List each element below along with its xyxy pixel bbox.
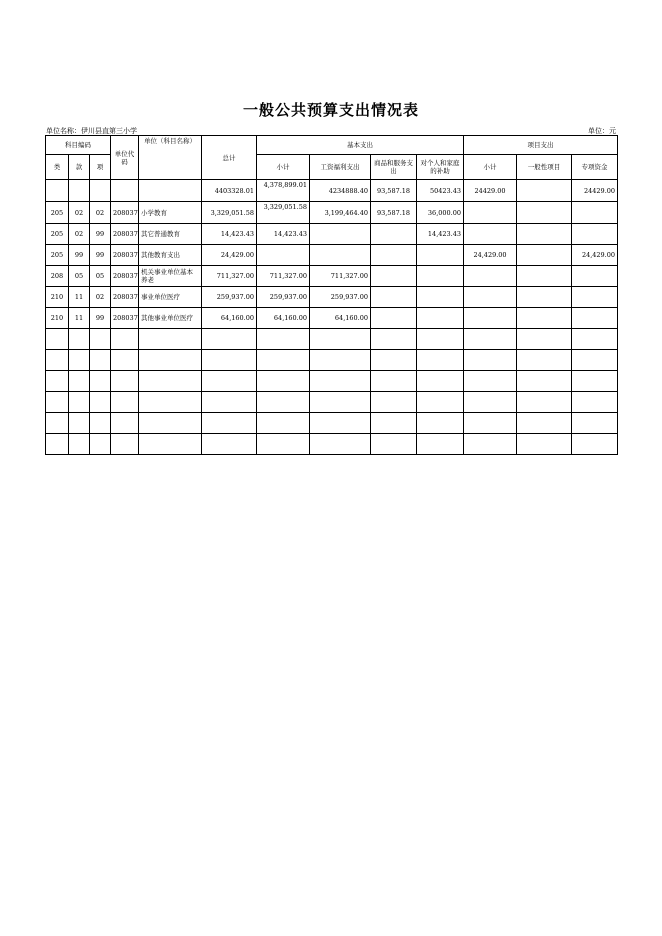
empty-row xyxy=(46,434,618,455)
cell-xiang: 02 xyxy=(90,202,111,224)
empty-row xyxy=(46,371,618,392)
table-row xyxy=(46,224,618,245)
cell-name xyxy=(139,180,202,202)
empty-cell xyxy=(139,371,202,392)
cell-total: 711,327.00 xyxy=(202,266,257,287)
cell-special xyxy=(572,224,618,245)
cell-proj-subtotal: 24,429.00 xyxy=(464,245,517,266)
cell-kuan: 05 xyxy=(69,266,90,287)
empty-cell xyxy=(139,329,202,350)
header-general-project: 一般性项目 xyxy=(517,155,572,180)
empty-cell xyxy=(257,350,310,371)
empty-cell xyxy=(69,350,90,371)
empty-cell xyxy=(46,371,69,392)
empty-cell xyxy=(517,434,572,455)
cell-basic-subtotal xyxy=(257,245,310,266)
empty-cell xyxy=(111,434,139,455)
cell-lei: 210 xyxy=(46,287,69,308)
empty-cell xyxy=(90,329,111,350)
empty-cell xyxy=(202,413,257,434)
cell-code: 208037 xyxy=(111,245,139,266)
cell-total: 14,423.43 xyxy=(202,224,257,245)
cell-personal: 36,000.00 xyxy=(417,202,464,224)
header-basic: 基本支出 xyxy=(257,136,464,155)
cell-kuan: 99 xyxy=(69,245,90,266)
cell-wages: 259,937.00 xyxy=(310,287,371,308)
empty-row xyxy=(46,413,618,434)
cell-code: 208037 xyxy=(111,202,139,224)
header-goods: 商品和服务支出 xyxy=(371,155,417,180)
cell-basic-subtotal: 3,329,051.58 xyxy=(257,202,310,224)
empty-cell xyxy=(517,392,572,413)
cell-proj-subtotal xyxy=(464,224,517,245)
cell-lei: 210 xyxy=(46,308,69,329)
cell-kuan xyxy=(69,180,90,202)
empty-cell xyxy=(464,371,517,392)
empty-cell xyxy=(371,392,417,413)
empty-cell xyxy=(257,434,310,455)
empty-cell xyxy=(90,371,111,392)
empty-cell xyxy=(111,392,139,413)
empty-cell xyxy=(517,413,572,434)
cell-name: 小学教育 xyxy=(139,202,202,224)
empty-cell xyxy=(464,329,517,350)
cell-basic-subtotal: 14,423.43 xyxy=(257,224,310,245)
cell-wages: 4234888.40 xyxy=(310,180,371,202)
cell-xiang: 99 xyxy=(90,308,111,329)
empty-cell xyxy=(69,329,90,350)
empty-cell xyxy=(46,413,69,434)
cell-goods xyxy=(371,245,417,266)
empty-cell xyxy=(417,434,464,455)
empty-cell xyxy=(90,392,111,413)
header-project-subtotal: 小计 xyxy=(464,155,517,180)
empty-cell xyxy=(111,371,139,392)
cell-xiang: 99 xyxy=(90,224,111,245)
cell-general xyxy=(517,245,572,266)
cell-goods: 93,587.18 xyxy=(371,202,417,224)
cell-proj-subtotal: 24429.00 xyxy=(464,180,517,202)
cell-wages: 711,327.00 xyxy=(310,266,371,287)
cell-total: 3,329,051.58 xyxy=(202,202,257,224)
empty-cell xyxy=(111,329,139,350)
cell-general xyxy=(517,308,572,329)
table-row xyxy=(46,308,618,329)
cell-proj-subtotal xyxy=(464,266,517,287)
empty-cell xyxy=(257,392,310,413)
empty-cell xyxy=(417,392,464,413)
cell-general xyxy=(517,266,572,287)
cell-general xyxy=(517,180,572,202)
empty-cell xyxy=(572,392,618,413)
empty-cell xyxy=(464,434,517,455)
empty-cell xyxy=(572,371,618,392)
empty-cell xyxy=(310,413,371,434)
empty-cell xyxy=(90,350,111,371)
cell-special: 24429.00 xyxy=(572,180,618,202)
empty-cell xyxy=(517,371,572,392)
empty-row xyxy=(46,350,618,371)
cell-kuan: 11 xyxy=(69,308,90,329)
empty-cell xyxy=(417,371,464,392)
empty-cell xyxy=(69,392,90,413)
empty-cell xyxy=(202,329,257,350)
empty-cell xyxy=(111,413,139,434)
cell-special xyxy=(572,266,618,287)
cell-personal xyxy=(417,287,464,308)
header-row-1 xyxy=(46,136,618,155)
cell-goods xyxy=(371,266,417,287)
cell-kuan: 11 xyxy=(69,287,90,308)
table-row xyxy=(46,245,618,266)
cell-xiang: 05 xyxy=(90,266,111,287)
empty-cell xyxy=(517,329,572,350)
cell-code: 208037 xyxy=(111,266,139,287)
empty-cell xyxy=(310,434,371,455)
empty-cell xyxy=(46,434,69,455)
header-basic-subtotal: 小计 xyxy=(257,155,310,180)
cell-name: 事业单位医疗 xyxy=(139,287,202,308)
cell-proj-subtotal xyxy=(464,202,517,224)
header-subject-code: 科目编码 xyxy=(46,136,111,155)
empty-cell xyxy=(257,329,310,350)
header-special-funds: 专项资金 xyxy=(572,155,618,180)
cell-general xyxy=(517,224,572,245)
empty-cell xyxy=(572,434,618,455)
cell-wages: 64,160.00 xyxy=(310,308,371,329)
cell-name: 其它普通教育 xyxy=(139,224,202,245)
header-personal: 对个人和家庭的补助 xyxy=(417,155,464,180)
empty-cell xyxy=(90,434,111,455)
cell-basic-subtotal: 64,160.00 xyxy=(257,308,310,329)
header-project: 项目支出 xyxy=(464,136,618,155)
empty-cell xyxy=(202,371,257,392)
cell-xiang xyxy=(90,180,111,202)
empty-cell xyxy=(139,434,202,455)
cell-total: 259,937.00 xyxy=(202,287,257,308)
empty-cell xyxy=(69,413,90,434)
empty-cell xyxy=(371,371,417,392)
unit-label: 单位：元 xyxy=(588,127,616,135)
empty-cell xyxy=(464,392,517,413)
cell-name: 机关事业单位基本养老 xyxy=(139,266,202,287)
cell-general xyxy=(517,287,572,308)
cell-code: 208037 xyxy=(111,308,139,329)
cell-personal: 50423.43 xyxy=(417,180,464,202)
cell-lei: 205 xyxy=(46,224,69,245)
cell-special: 24,429.00 xyxy=(572,245,618,266)
empty-cell xyxy=(572,329,618,350)
cell-personal xyxy=(417,245,464,266)
page-title: 一般公共预算支出情况表 xyxy=(242,101,419,119)
cell-total: 24,429.00 xyxy=(202,245,257,266)
empty-row xyxy=(46,392,618,413)
cell-wages xyxy=(310,245,371,266)
cell-lei: 205 xyxy=(46,202,69,224)
header-kuan: 款 xyxy=(69,155,90,180)
table-row xyxy=(46,287,618,308)
empty-cell xyxy=(202,350,257,371)
cell-code: 208037 xyxy=(111,287,139,308)
empty-cell xyxy=(69,371,90,392)
empty-cell xyxy=(257,371,310,392)
empty-cell xyxy=(464,350,517,371)
cell-code xyxy=(111,180,139,202)
cell-proj-subtotal xyxy=(464,308,517,329)
empty-cell xyxy=(371,434,417,455)
cell-name: 其他事业单位医疗 xyxy=(139,308,202,329)
table-row xyxy=(46,180,618,202)
empty-cell xyxy=(310,329,371,350)
cell-special xyxy=(572,287,618,308)
empty-cell xyxy=(202,392,257,413)
cell-goods xyxy=(371,287,417,308)
empty-cell xyxy=(139,392,202,413)
empty-cell xyxy=(371,413,417,434)
cell-wages xyxy=(310,224,371,245)
cell-total: 64,160.00 xyxy=(202,308,257,329)
cell-goods xyxy=(371,308,417,329)
empty-cell xyxy=(417,329,464,350)
cell-total: 4403328.01 xyxy=(202,180,257,202)
unit-name: 单位名称：伊川县直第三小学 xyxy=(46,127,137,135)
cell-basic-subtotal: 4,378,899.01 xyxy=(257,180,310,202)
header-unit-subject-name: 单位（科目名称） xyxy=(139,136,202,180)
empty-cell xyxy=(139,413,202,434)
empty-cell xyxy=(46,329,69,350)
cell-goods: 93,587.18 xyxy=(371,180,417,202)
empty-cell xyxy=(310,371,371,392)
empty-cell xyxy=(46,392,69,413)
empty-cell xyxy=(371,329,417,350)
empty-cell xyxy=(90,413,111,434)
cell-lei xyxy=(46,180,69,202)
empty-cell xyxy=(572,350,618,371)
cell-proj-subtotal xyxy=(464,287,517,308)
empty-cell xyxy=(139,350,202,371)
empty-row xyxy=(46,329,618,350)
empty-cell xyxy=(464,413,517,434)
cell-basic-subtotal: 711,327.00 xyxy=(257,266,310,287)
cell-general xyxy=(517,202,572,224)
empty-cell xyxy=(417,413,464,434)
header-unit-code: 单位代码 xyxy=(111,136,139,180)
empty-cell xyxy=(46,350,69,371)
cell-goods xyxy=(371,224,417,245)
header-lei: 类 xyxy=(46,155,69,180)
cell-personal xyxy=(417,266,464,287)
cell-kuan: 02 xyxy=(69,202,90,224)
empty-cell xyxy=(257,413,310,434)
empty-cell xyxy=(310,350,371,371)
budget-table xyxy=(45,135,618,455)
cell-personal xyxy=(417,308,464,329)
cell-xiang: 02 xyxy=(90,287,111,308)
cell-lei: 208 xyxy=(46,266,69,287)
empty-cell xyxy=(572,413,618,434)
empty-cell xyxy=(371,350,417,371)
header-total: 总计 xyxy=(202,136,257,180)
cell-wages: 3,199,464.40 xyxy=(310,202,371,224)
cell-special xyxy=(572,308,618,329)
cell-personal: 14,423.43 xyxy=(417,224,464,245)
cell-basic-subtotal: 259,937.00 xyxy=(257,287,310,308)
empty-cell xyxy=(111,350,139,371)
cell-lei: 205 xyxy=(46,245,69,266)
cell-xiang: 99 xyxy=(90,245,111,266)
table-row xyxy=(46,266,618,287)
cell-name: 其他教育支出 xyxy=(139,245,202,266)
header-wages: 工资福利支出 xyxy=(310,155,371,180)
empty-cell xyxy=(69,434,90,455)
header-xiang: 项 xyxy=(90,155,111,180)
cell-special xyxy=(572,202,618,224)
empty-cell xyxy=(202,434,257,455)
table-row xyxy=(46,202,618,224)
empty-cell xyxy=(417,350,464,371)
empty-cell xyxy=(517,350,572,371)
cell-code: 208037 xyxy=(111,224,139,245)
empty-cell xyxy=(310,392,371,413)
cell-kuan: 02 xyxy=(69,224,90,245)
